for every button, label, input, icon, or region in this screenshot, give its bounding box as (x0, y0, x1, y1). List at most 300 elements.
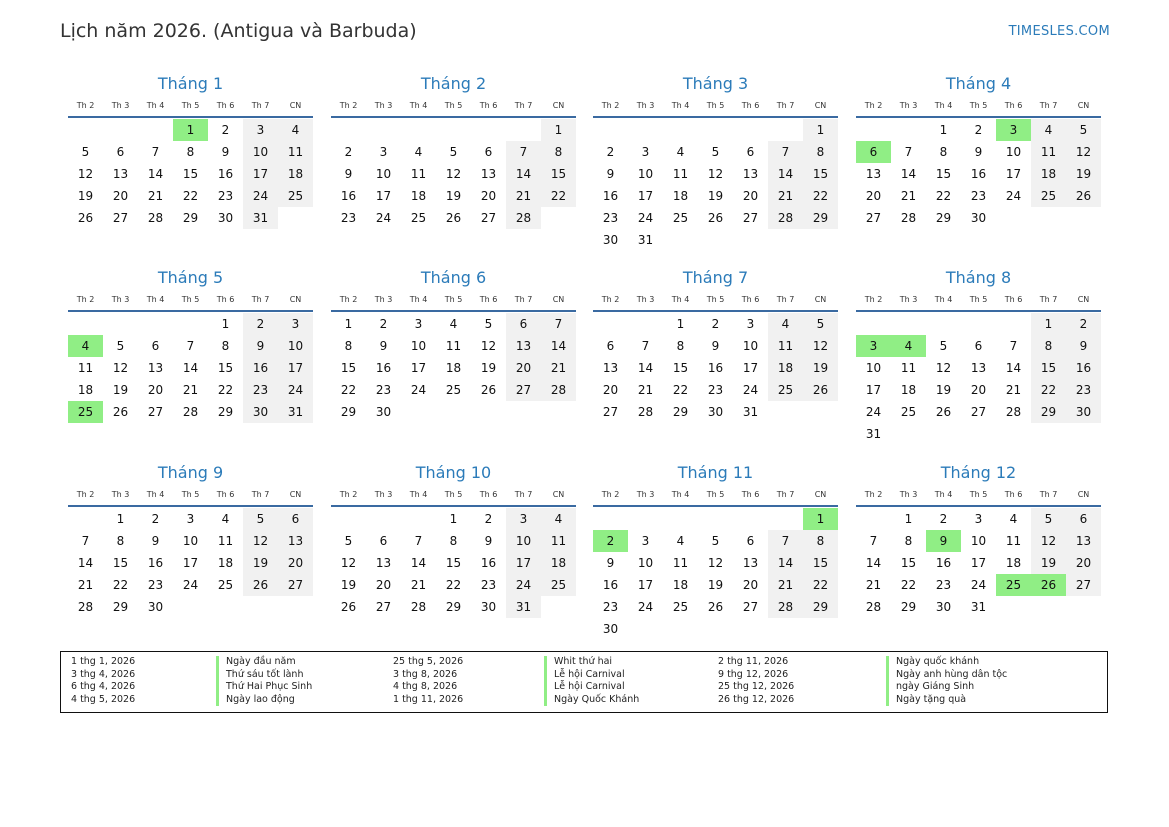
day-cell[interactable]: 20 (112, 189, 129, 203)
day-cell[interactable]: 7 (869, 534, 878, 548)
day-cell[interactable]: 13 (602, 361, 619, 375)
day-cell[interactable]: 4 (676, 534, 685, 548)
day-cell[interactable]: 9 (484, 534, 493, 548)
day-cell[interactable]: 8 (541, 141, 576, 163)
day-cell[interactable]: 4 (414, 145, 423, 159)
day-cell[interactable]: 25 (900, 405, 917, 419)
day-cell[interactable]: 3 (641, 145, 650, 159)
day-cell[interactable]: 31 (637, 233, 654, 247)
day-cell[interactable]: 20 (147, 383, 164, 397)
day-cell[interactable]: 26 (77, 211, 94, 225)
day-cell[interactable]: 17 (1005, 167, 1022, 181)
day-cell[interactable]: 12 (707, 556, 724, 570)
day-cell[interactable]: 31 (506, 596, 541, 618)
day-cell[interactable]: 11 (1031, 141, 1066, 163)
day-cell[interactable]: 12 (340, 556, 357, 570)
day-cell[interactable]: 21 (865, 578, 882, 592)
day-cell[interactable]: 26 (480, 383, 497, 397)
day-cell[interactable]: 15 (340, 361, 357, 375)
day-cell[interactable]: 26 (707, 211, 724, 225)
day-cell[interactable]: 21 (900, 189, 917, 203)
day-cell[interactable]: 17 (865, 383, 882, 397)
day-cell[interactable]: 31 (865, 427, 882, 441)
day-cell[interactable]: 26 (340, 600, 357, 614)
day-cell[interactable]: 3 (746, 317, 755, 331)
day-cell[interactable]: 29 (340, 405, 357, 419)
day-cell[interactable]: 24 (970, 578, 987, 592)
holiday-day-cell[interactable]: 9 (926, 530, 961, 552)
day-cell[interactable]: 24 (506, 574, 541, 596)
day-cell[interactable]: 10 (410, 339, 427, 353)
day-cell[interactable]: 26 (707, 600, 724, 614)
holiday-day-cell[interactable]: 1 (803, 508, 838, 530)
day-cell[interactable]: 15 (803, 552, 838, 574)
day-cell[interactable]: 24 (410, 383, 427, 397)
day-cell[interactable]: 27 (147, 405, 164, 419)
day-cell[interactable]: 14 (900, 167, 917, 181)
day-cell[interactable]: 30 (217, 211, 234, 225)
day-cell[interactable]: 20 (506, 357, 541, 379)
day-cell[interactable]: 25 (672, 211, 689, 225)
day-cell[interactable]: 27 (375, 600, 392, 614)
day-cell[interactable]: 19 (480, 361, 497, 375)
day-cell[interactable]: 8 (116, 534, 125, 548)
day-cell[interactable]: 30 (935, 600, 952, 614)
day-cell[interactable]: 7 (506, 141, 541, 163)
day-cell[interactable]: 16 (935, 556, 952, 570)
day-cell[interactable]: 10 (742, 339, 759, 353)
day-cell[interactable]: 27 (865, 211, 882, 225)
day-cell[interactable]: 19 (1066, 163, 1101, 185)
day-cell[interactable]: 19 (340, 578, 357, 592)
day-cell[interactable]: 22 (217, 383, 234, 397)
day-cell[interactable]: 24 (375, 211, 392, 225)
day-cell[interactable]: 21 (506, 185, 541, 207)
day-cell[interactable]: 17 (410, 361, 427, 375)
day-cell[interactable]: 19 (1031, 552, 1066, 574)
day-cell[interactable]: 14 (541, 335, 576, 357)
day-cell[interactable]: 13 (480, 167, 497, 181)
day-cell[interactable]: 14 (182, 361, 199, 375)
day-cell[interactable]: 12 (1031, 530, 1066, 552)
day-cell[interactable]: 21 (77, 578, 94, 592)
day-cell[interactable]: 18 (217, 556, 234, 570)
day-cell[interactable]: 8 (186, 145, 195, 159)
day-cell[interactable]: 28 (506, 207, 541, 229)
day-cell[interactable]: 30 (243, 401, 278, 423)
day-cell[interactable]: 21 (1005, 383, 1022, 397)
day-cell[interactable]: 27 (506, 379, 541, 401)
day-cell[interactable]: 22 (445, 578, 462, 592)
day-cell[interactable]: 6 (746, 534, 755, 548)
day-cell[interactable]: 30 (1066, 401, 1101, 423)
day-cell[interactable]: 17 (243, 163, 278, 185)
day-cell[interactable]: 26 (935, 405, 952, 419)
day-cell[interactable]: 1 (676, 317, 685, 331)
day-cell[interactable]: 29 (112, 600, 129, 614)
day-cell[interactable]: 2 (221, 123, 230, 137)
day-cell[interactable]: 6 (151, 339, 160, 353)
day-cell[interactable]: 5 (81, 145, 90, 159)
day-cell[interactable]: 29 (803, 596, 838, 618)
day-cell[interactable]: 12 (1066, 141, 1101, 163)
day-cell[interactable]: 8 (221, 339, 230, 353)
day-cell[interactable]: 13 (970, 361, 987, 375)
day-cell[interactable]: 16 (1066, 357, 1101, 379)
day-cell[interactable]: 10 (375, 167, 392, 181)
day-cell[interactable]: 15 (672, 361, 689, 375)
day-cell[interactable]: 19 (243, 552, 278, 574)
day-cell[interactable]: 6 (506, 313, 541, 335)
day-cell[interactable]: 27 (112, 211, 129, 225)
day-cell[interactable]: 7 (151, 145, 160, 159)
day-cell[interactable]: 23 (480, 578, 497, 592)
day-cell[interactable]: 22 (803, 574, 838, 596)
day-cell[interactable]: 23 (217, 189, 234, 203)
day-cell[interactable]: 27 (602, 405, 619, 419)
day-cell[interactable]: 23 (1066, 379, 1101, 401)
day-cell[interactable]: 20 (480, 189, 497, 203)
day-cell[interactable]: 4 (278, 119, 313, 141)
day-cell[interactable]: 11 (410, 167, 427, 181)
day-cell[interactable]: 30 (970, 211, 987, 225)
day-cell[interactable]: 13 (742, 556, 759, 570)
day-cell[interactable]: 3 (506, 508, 541, 530)
day-cell[interactable]: 26 (1066, 185, 1101, 207)
day-cell[interactable]: 16 (480, 556, 497, 570)
day-cell[interactable]: 6 (484, 145, 493, 159)
day-cell[interactable]: 10 (865, 361, 882, 375)
day-cell[interactable]: 4 (1031, 119, 1066, 141)
day-cell[interactable]: 11 (217, 534, 234, 548)
day-cell[interactable]: 11 (541, 530, 576, 552)
day-cell[interactable]: 27 (278, 574, 313, 596)
day-cell[interactable]: 27 (742, 211, 759, 225)
day-cell[interactable]: 17 (637, 578, 654, 592)
day-cell[interactable]: 10 (278, 335, 313, 357)
day-cell[interactable]: 30 (707, 405, 724, 419)
day-cell[interactable]: 1 (449, 512, 458, 526)
day-cell[interactable]: 5 (243, 508, 278, 530)
day-cell[interactable]: 12 (707, 167, 724, 181)
day-cell[interactable]: 7 (904, 145, 913, 159)
day-cell[interactable]: 5 (1031, 508, 1066, 530)
holiday-day-cell[interactable]: 25 (996, 574, 1031, 596)
day-cell[interactable]: 30 (375, 405, 392, 419)
day-cell[interactable]: 5 (344, 534, 353, 548)
day-cell[interactable]: 1 (803, 119, 838, 141)
day-cell[interactable]: 11 (900, 361, 917, 375)
day-cell[interactable]: 20 (602, 383, 619, 397)
day-cell[interactable]: 31 (243, 207, 278, 229)
day-cell[interactable]: 10 (637, 556, 654, 570)
day-cell[interactable]: 26 (112, 405, 129, 419)
day-cell[interactable]: 13 (1066, 530, 1101, 552)
day-cell[interactable]: 31 (970, 600, 987, 614)
day-cell[interactable]: 28 (900, 211, 917, 225)
day-cell[interactable]: 19 (935, 383, 952, 397)
day-cell[interactable]: 15 (182, 167, 199, 181)
day-cell[interactable]: 28 (637, 405, 654, 419)
day-cell[interactable]: 26 (803, 379, 838, 401)
day-cell[interactable]: 14 (410, 556, 427, 570)
day-cell[interactable]: 29 (672, 405, 689, 419)
day-cell[interactable]: 29 (182, 211, 199, 225)
day-cell[interactable]: 28 (182, 405, 199, 419)
day-cell[interactable]: 1 (1031, 313, 1066, 335)
day-cell[interactable]: 3 (278, 313, 313, 335)
day-cell[interactable]: 16 (243, 357, 278, 379)
day-cell[interactable]: 25 (672, 600, 689, 614)
day-cell[interactable]: 15 (935, 167, 952, 181)
day-cell[interactable]: 17 (742, 361, 759, 375)
day-cell[interactable]: 25 (278, 185, 313, 207)
day-cell[interactable]: 17 (506, 552, 541, 574)
day-cell[interactable]: 9 (379, 339, 388, 353)
day-cell[interactable]: 30 (480, 600, 497, 614)
day-cell[interactable]: 5 (711, 145, 720, 159)
day-cell[interactable]: 16 (602, 189, 619, 203)
day-cell[interactable]: 18 (672, 578, 689, 592)
day-cell[interactable]: 9 (344, 167, 353, 181)
day-cell[interactable]: 6 (1066, 508, 1101, 530)
day-cell[interactable]: 14 (506, 163, 541, 185)
day-cell[interactable]: 12 (77, 167, 94, 181)
day-cell[interactable]: 12 (935, 361, 952, 375)
day-cell[interactable]: 4 (449, 317, 458, 331)
day-cell[interactable]: 12 (803, 335, 838, 357)
day-cell[interactable]: 9 (606, 556, 615, 570)
day-cell[interactable]: 13 (742, 167, 759, 181)
day-cell[interactable]: 19 (707, 189, 724, 203)
day-cell[interactable]: 29 (217, 405, 234, 419)
day-cell[interactable]: 23 (935, 578, 952, 592)
day-cell[interactable]: 7 (768, 141, 803, 163)
day-cell[interactable]: 28 (768, 596, 803, 618)
day-cell[interactable]: 15 (445, 556, 462, 570)
day-cell[interactable]: 4 (768, 313, 803, 335)
day-cell[interactable]: 26 (445, 211, 462, 225)
holiday-day-cell[interactable]: 6 (856, 141, 891, 163)
day-cell[interactable]: 11 (445, 339, 462, 353)
day-cell[interactable]: 5 (484, 317, 493, 331)
day-cell[interactable]: 20 (1066, 552, 1101, 574)
day-cell[interactable]: 15 (1031, 357, 1066, 379)
day-cell[interactable]: 23 (243, 379, 278, 401)
day-cell[interactable]: 22 (541, 185, 576, 207)
day-cell[interactable]: 13 (865, 167, 882, 181)
day-cell[interactable]: 4 (541, 508, 576, 530)
brand-link[interactable]: TIMESLES.COM (1008, 24, 1110, 39)
day-cell[interactable]: 2 (939, 512, 948, 526)
day-cell[interactable]: 30 (602, 233, 619, 247)
day-cell[interactable]: 4 (676, 145, 685, 159)
day-cell[interactable]: 9 (151, 534, 160, 548)
day-cell[interactable]: 20 (375, 578, 392, 592)
day-cell[interactable]: 21 (768, 574, 803, 596)
day-cell[interactable]: 10 (243, 141, 278, 163)
day-cell[interactable]: 2 (151, 512, 160, 526)
holiday-day-cell[interactable]: 3 (856, 335, 891, 357)
day-cell[interactable]: 22 (935, 189, 952, 203)
day-cell[interactable]: 15 (217, 361, 234, 375)
day-cell[interactable]: 9 (221, 145, 230, 159)
day-cell[interactable]: 6 (116, 145, 125, 159)
day-cell[interactable]: 17 (375, 189, 392, 203)
day-cell[interactable]: 6 (974, 339, 983, 353)
day-cell[interactable]: 2 (1066, 313, 1101, 335)
day-cell[interactable]: 23 (340, 211, 357, 225)
day-cell[interactable]: 29 (900, 600, 917, 614)
day-cell[interactable]: 8 (1031, 335, 1066, 357)
day-cell[interactable]: 9 (606, 167, 615, 181)
day-cell[interactable]: 13 (278, 530, 313, 552)
day-cell[interactable]: 21 (541, 357, 576, 379)
day-cell[interactable]: 25 (445, 383, 462, 397)
day-cell[interactable]: 14 (77, 556, 94, 570)
day-cell[interactable]: 24 (637, 600, 654, 614)
day-cell[interactable]: 22 (182, 189, 199, 203)
day-cell[interactable]: 10 (1005, 145, 1022, 159)
day-cell[interactable]: 2 (484, 512, 493, 526)
holiday-day-cell[interactable]: 2 (593, 530, 628, 552)
day-cell[interactable]: 4 (1009, 512, 1018, 526)
day-cell[interactable]: 11 (672, 556, 689, 570)
day-cell[interactable]: 17 (970, 556, 987, 570)
day-cell[interactable]: 28 (77, 600, 94, 614)
day-cell[interactable]: 20 (278, 552, 313, 574)
day-cell[interactable]: 8 (676, 339, 685, 353)
day-cell[interactable]: 16 (375, 361, 392, 375)
day-cell[interactable]: 6 (606, 339, 615, 353)
day-cell[interactable]: 4 (221, 512, 230, 526)
day-cell[interactable]: 20 (742, 189, 759, 203)
day-cell[interactable]: 5 (711, 534, 720, 548)
day-cell[interactable]: 10 (970, 534, 987, 548)
day-cell[interactable]: 16 (707, 361, 724, 375)
day-cell[interactable]: 18 (278, 163, 313, 185)
day-cell[interactable]: 29 (445, 600, 462, 614)
day-cell[interactable]: 29 (1031, 401, 1066, 423)
day-cell[interactable]: 9 (711, 339, 720, 353)
day-cell[interactable]: 14 (768, 552, 803, 574)
day-cell[interactable]: 23 (147, 578, 164, 592)
day-cell[interactable]: 22 (672, 383, 689, 397)
day-cell[interactable]: 3 (379, 145, 388, 159)
day-cell[interactable]: 9 (1066, 335, 1101, 357)
day-cell[interactable]: 12 (112, 361, 129, 375)
day-cell[interactable]: 15 (541, 163, 576, 185)
day-cell[interactable]: 14 (768, 163, 803, 185)
day-cell[interactable]: 20 (865, 189, 882, 203)
day-cell[interactable]: 16 (970, 167, 987, 181)
day-cell[interactable]: 20 (970, 383, 987, 397)
day-cell[interactable]: 18 (445, 361, 462, 375)
holiday-day-cell[interactable]: 26 (1031, 574, 1066, 596)
day-cell[interactable]: 22 (803, 185, 838, 207)
day-cell[interactable]: 12 (480, 339, 497, 353)
day-cell[interactable]: 29 (935, 211, 952, 225)
day-cell[interactable]: 13 (375, 556, 392, 570)
holiday-day-cell[interactable]: 25 (68, 401, 103, 423)
day-cell[interactable]: 3 (974, 512, 983, 526)
holiday-day-cell[interactable]: 1 (173, 119, 208, 141)
day-cell[interactable]: 31 (742, 405, 759, 419)
day-cell[interactable]: 8 (803, 530, 838, 552)
day-cell[interactable]: 7 (414, 534, 423, 548)
day-cell[interactable]: 10 (506, 530, 541, 552)
day-cell[interactable]: 17 (637, 189, 654, 203)
day-cell[interactable]: 7 (768, 530, 803, 552)
day-cell[interactable]: 24 (637, 211, 654, 225)
day-cell[interactable]: 23 (970, 189, 987, 203)
day-cell[interactable]: 28 (147, 211, 164, 225)
day-cell[interactable]: 2 (606, 145, 615, 159)
day-cell[interactable]: 5 (449, 145, 458, 159)
day-cell[interactable]: 18 (768, 357, 803, 379)
day-cell[interactable]: 22 (1031, 379, 1066, 401)
day-cell[interactable]: 25 (541, 574, 576, 596)
day-cell[interactable]: 16 (217, 167, 234, 181)
day-cell[interactable]: 24 (865, 405, 882, 419)
day-cell[interactable]: 29 (803, 207, 838, 229)
day-cell[interactable]: 18 (672, 189, 689, 203)
day-cell[interactable]: 6 (379, 534, 388, 548)
day-cell[interactable]: 25 (217, 578, 234, 592)
day-cell[interactable]: 11 (1005, 534, 1022, 548)
day-cell[interactable]: 25 (410, 211, 427, 225)
day-cell[interactable]: 1 (939, 123, 948, 137)
day-cell[interactable]: 7 (81, 534, 90, 548)
day-cell[interactable]: 16 (147, 556, 164, 570)
day-cell[interactable]: 24 (742, 383, 759, 397)
day-cell[interactable]: 19 (803, 357, 838, 379)
holiday-day-cell[interactable]: 4 (891, 335, 926, 357)
day-cell[interactable]: 16 (602, 578, 619, 592)
day-cell[interactable]: 24 (278, 379, 313, 401)
day-cell[interactable]: 18 (410, 189, 427, 203)
day-cell[interactable]: 25 (768, 379, 803, 401)
day-cell[interactable]: 19 (445, 189, 462, 203)
day-cell[interactable]: 14 (865, 556, 882, 570)
day-cell[interactable]: 24 (182, 578, 199, 592)
day-cell[interactable]: 3 (414, 317, 423, 331)
day-cell[interactable]: 3 (186, 512, 195, 526)
day-cell[interactable]: 14 (637, 361, 654, 375)
day-cell[interactable]: 1 (344, 317, 353, 331)
day-cell[interactable]: 2 (344, 145, 353, 159)
day-cell[interactable]: 11 (77, 361, 94, 375)
day-cell[interactable]: 23 (602, 211, 619, 225)
day-cell[interactable]: 28 (410, 600, 427, 614)
day-cell[interactable]: 23 (375, 383, 392, 397)
day-cell[interactable]: 1 (904, 512, 913, 526)
day-cell[interactable]: 28 (768, 207, 803, 229)
day-cell[interactable]: 8 (803, 141, 838, 163)
day-cell[interactable]: 8 (344, 339, 353, 353)
day-cell[interactable]: 21 (768, 185, 803, 207)
day-cell[interactable]: 2 (379, 317, 388, 331)
day-cell[interactable]: 9 (243, 335, 278, 357)
day-cell[interactable]: 11 (768, 335, 803, 357)
day-cell[interactable]: 17 (182, 556, 199, 570)
day-cell[interactable]: 28 (865, 600, 882, 614)
day-cell[interactable]: 23 (707, 383, 724, 397)
day-cell[interactable]: 21 (147, 189, 164, 203)
day-cell[interactable]: 18 (1031, 163, 1066, 185)
day-cell[interactable]: 20 (742, 578, 759, 592)
day-cell[interactable]: 12 (445, 167, 462, 181)
